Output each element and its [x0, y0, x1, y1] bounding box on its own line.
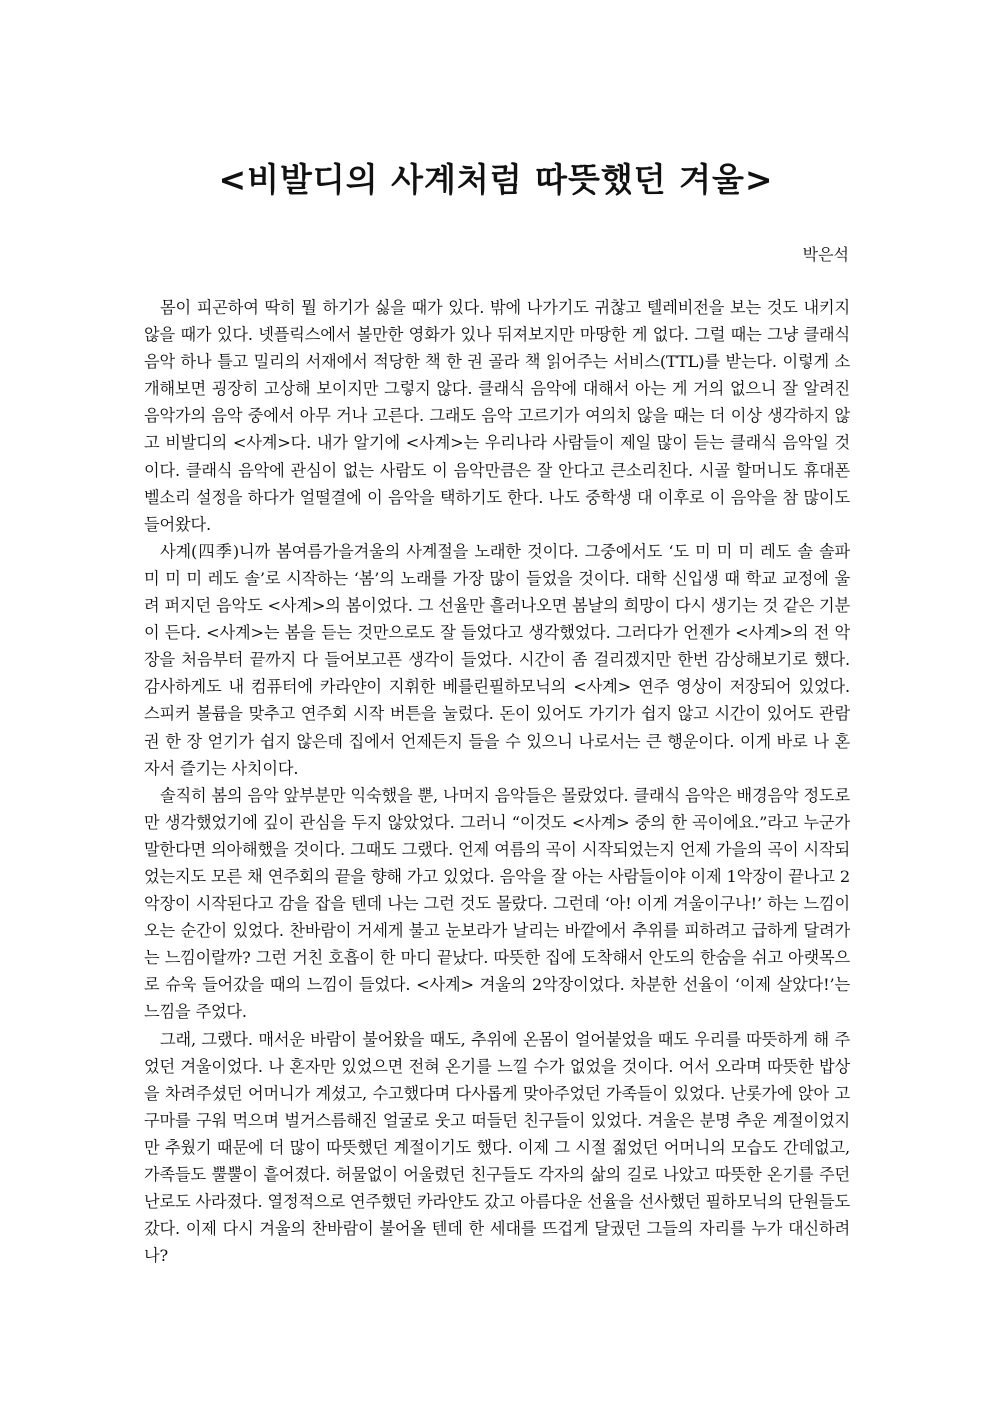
paragraph: 솔직히 봄의 음악 앞부분만 익숙했을 뿐, 나머지 음악들은 몰랐었다. 클래식 음악은 배경음악 정도로만 생각했었기에 깊이 관심을 두지 않았었다. 그러니 “이것도 <사계> 중의 한 곡이에요.”라고 누군가 말한다면 의아해했을 것이다. 그때도 그랬다. 언제 여름의 곡이 시작되었는지 언제 가을의 곡이 시작되었는지도 모른 채 연주회의 끝을 향해 가고 있었다. 음악을 잘 아는 사람들이야 이제 1악장이 끝나고 2악장이 시작된다고 감을 잡을 텐데 나는 그런 것도 몰랐다. 그런데 ‘아! 이게 겨울이구나!’ 하는 느낌이 오는 순간이 있었다. 찬바람이 거세게 불고 눈보라가 날리는 바깥에서 추위를 피하려고 급하게 달려가는 느낌이랄까? 그런 거친 호흡이 한 마디 끝났다. 따뜻한 집에 도착해서 안도의 한숨을 쉬고 아랫목으로 슈욱 들어갔을 때의 느낌이 들었다. <사계> 겨울의 2악장이었다. 차분한 선율이 ‘이제 살았다!’는 느낌을 주었다.: [144, 785, 850, 1022]
paragraph: 몸이 피곤하여 딱히 뭘 하기가 싫을 때가 있다. 밖에 나가기도 귀찮고 텔레비전을 보는 것도 내키지 않을 때가 있다. 넷플릭스에서 볼만한 영화가 있나 뒤져보지만 마땅한 게 없다. 그럴 때는 그냥 클래식 음악 하나 틀고 밀리의 서재에서 적당한 책 한 권 골라 책 읽어주는 서비스(TTL)를 받는다. 이렇게 소개해보면 굉장히 고상해 보이지만 그렇지 않다. 클래식 음악에 대해서 아는 게 거의 없으니 잘 알려진 음악가의 음악 중에서 아무 거나 고른다. 그래도 음악 고르기가 여의치 않을 때는 더 이상 생각하지 않고 비발디의 <사계>다. 내가 알기에 <사계>는 우리나라 사람들이 제일 많이 듣는 클래식 음악일 것이다. 클래식 음악에 관심이 없는 사람도 이 음악만큼은 잘 안다고 큰소리친다. 시골 할머니도 휴대폰 벨소리 설정을 하다가 얼떨결에 이 음악을 택하기도 한다. 나도 중학생 대 이후로 이 음악을 참 많이도 들어왔다.: [144, 298, 850, 534]
document-body: [144, 294, 850, 1269]
author-name: 박은석: [802, 245, 849, 264]
document-title: <비발디의 사계처럼 따뜻했던 겨울>: [218, 160, 774, 199]
paragraph: 사계(四季)니까 봄여름가을겨울의 사계절을 노래한 것이다. 그중에서도 ‘도 미 미 미 레도 솔 솔파 미 미 미 레도 솔’로 시작하는 ‘봄’의 노래를 가장 많이 들었을 것이다. 대학 신입생 때 학교 교정에 울려 퍼지던 음악도 <사계>의 봄이었다. 그 선율만 흘러나오면 봄날의 희망이 다시 생기는 것 같은 기분이 든다. <사계>는 봄을 듣는 것만으로도 잘 들었다고 생각했었다. 그러다가 언젠가 <사계>의 전 악장을 처음부터 끝까지 다 들어보고픈 생각이 들었다. 시간이 좀 걸리겠지만 한번 감상해보기로 했다. 감사하게도 내 컴퓨터에 카라얀이 지휘한 베를린필하모닉의 <사계> 연주 영상이 저장되어 있었다. 스피커 볼륨을 맞추고 연주회 시작 버튼을 눌렀다. 돈이 있어도 가기가 쉽지 않고 시간이 있어도 관람권 한 장 얻기가 쉽지 않은데 집에서 언제든지 들을 수 있으니 나로서는 큰 행운이다. 이게 바로 나 혼자서 즐기는 사치이다.: [144, 541, 850, 778]
paragraph: 그래, 그랬다. 매서운 바람이 불어왔을 때도, 추위에 온몸이 얼어붙었을 때도 우리를 따뜻하게 해 주었던 겨울이었다. 나 혼자만 있었으면 전혀 온기를 느낄 수가 없었을 것이다. 어서 오라며 따뜻한 밥상을 차려주셨던 어머니가 계셨고, 수고했다며 다사롭게 맞아주었던 가족들이 있었다. 난롯가에 앉아 고구마를 구워 먹으며 벌거스름해진 얼굴로 웃고 떠들던 친구들이 있었다. 겨울은 분명 추운 계절이었지만 추웠기 때문에 더 많이 따뜻했던 계절이기도 했다. 이제 그 시절 젊었던 어머니의 모습도 간데없고, 가족들도 뿔뿔이 흩어졌다. 허물없이 어울렸던 친구들도 각자의 삶의 길로 나았고 따뜻한 온기를 주던 난로도 사라졌다. 열정적으로 연주했던 카라얀도 갔고 아름다운 선율을 선사했던 필하모닉의 단원들도 갔다. 이제 다시 겨울의 찬바람이 불어올 텐데 한 세대를 뜨겁게 달궜던 그들의 자리를 누가 대신하려나?: [144, 1029, 850, 1266]
